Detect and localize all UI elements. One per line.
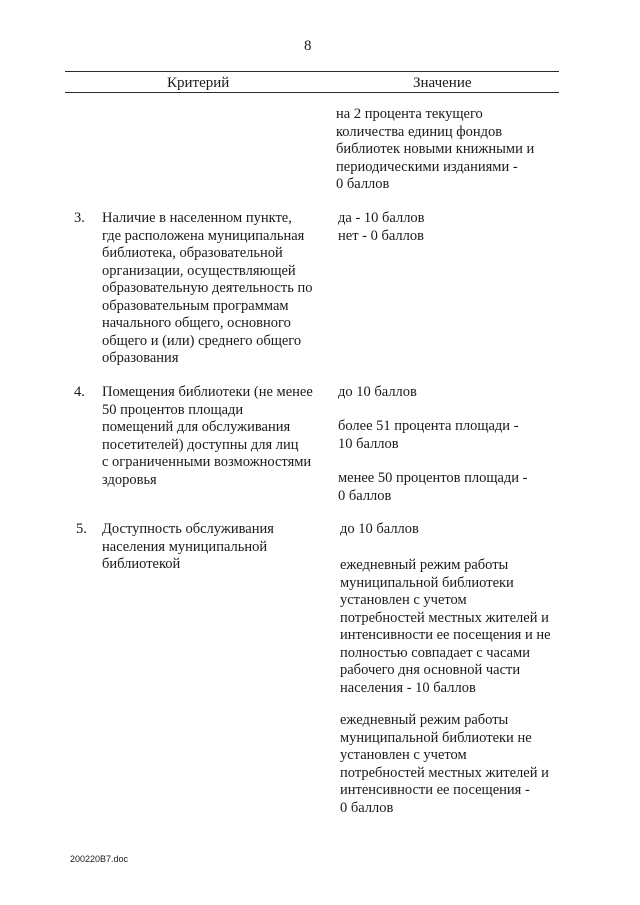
row-criterion <box>102 521 274 574</box>
row-criterion <box>102 210 313 368</box>
row-value <box>338 210 425 245</box>
row-number: 5. <box>76 521 87 537</box>
text-line: ежедневный режим работы <box>340 712 509 728</box>
row-value-option <box>338 418 519 453</box>
column-header-criterion: Критерий <box>167 75 230 91</box>
row-criterion <box>102 384 313 489</box>
text-line: периодическими изданиями - <box>336 158 518 175</box>
text-line: здоровья <box>102 471 157 488</box>
row-value-option <box>340 557 551 697</box>
text-line: полностью совпадает с часами <box>340 644 530 661</box>
text-line: интенсивности ее посещения и не <box>340 627 551 643</box>
continued-value <box>336 106 534 194</box>
text-line: количества единиц фондов <box>336 123 503 140</box>
text-line: 0 баллов <box>338 487 392 504</box>
text-line: муниципальной библиотеки <box>340 574 514 591</box>
text-line: Доступность обслуживания <box>102 521 274 537</box>
row-value-max <box>338 384 417 402</box>
text-line: с ограниченными возможностями <box>102 454 312 470</box>
text-line: образования <box>102 350 179 366</box>
text-line: 50 процентов площади <box>102 401 244 418</box>
text-line: на 2 процента текущего <box>336 106 483 122</box>
text-line: общего и (или) среднего общего <box>102 332 302 349</box>
text-line: населения муниципальной <box>102 538 268 555</box>
row-value-option <box>338 470 528 505</box>
text-line: установлен с учетом <box>340 747 467 763</box>
text-line: менее 50 процентов площади - <box>338 470 528 486</box>
text-line: нет - 0 баллов <box>338 227 424 244</box>
text-line: до 10 баллов <box>338 384 417 400</box>
table-top-rule <box>65 71 559 72</box>
row-value-max <box>340 521 419 539</box>
text-line: образовательным программам <box>102 297 289 314</box>
text-line: где расположена муниципальная <box>102 227 305 244</box>
column-header-value: Значение <box>413 75 472 91</box>
text-line: библиотек новыми книжными и <box>336 141 535 157</box>
text-line: до 10 баллов <box>340 521 419 537</box>
text-line: 0 баллов <box>336 176 390 192</box>
text-line: организации, осуществляющей <box>102 262 296 279</box>
text-line: Помещения библиотеки (не менее <box>102 384 313 400</box>
header-bottom-rule <box>65 92 559 93</box>
text-line: Наличие в населенном пункте, <box>102 210 292 226</box>
text-line: образовательную деятельность по <box>102 280 313 296</box>
row-value-option <box>340 712 549 817</box>
document-filename: 200220В7.doc <box>70 854 129 864</box>
text-line: более 51 процента площади - <box>338 418 519 434</box>
text-line: населения - 10 баллов <box>340 679 476 696</box>
text-line: 0 баллов <box>340 799 394 816</box>
text-line: да - 10 баллов <box>338 210 425 226</box>
page-number: 8 <box>304 38 312 54</box>
text-line: интенсивности ее посещения - <box>340 782 530 798</box>
text-line: потребностей местных жителей и <box>340 609 549 626</box>
text-line: библиотека, образовательной <box>102 245 283 261</box>
text-line: рабочего дня основной части <box>340 662 521 678</box>
text-line: муниципальной библиотеки не <box>340 729 532 746</box>
row-number: 4. <box>74 384 85 400</box>
text-line: 10 баллов <box>338 435 399 452</box>
text-line: помещений для обслуживания <box>102 419 291 435</box>
text-line: библиотекой <box>102 556 181 572</box>
row-number: 3. <box>74 210 85 226</box>
text-line: потребностей местных жителей и <box>340 764 549 781</box>
text-line: посетителей) доступны для лиц <box>102 436 299 453</box>
text-line: начального общего, основного <box>102 315 291 331</box>
text-line: установлен с учетом <box>340 592 467 608</box>
text-line: ежедневный режим работы <box>340 557 509 573</box>
